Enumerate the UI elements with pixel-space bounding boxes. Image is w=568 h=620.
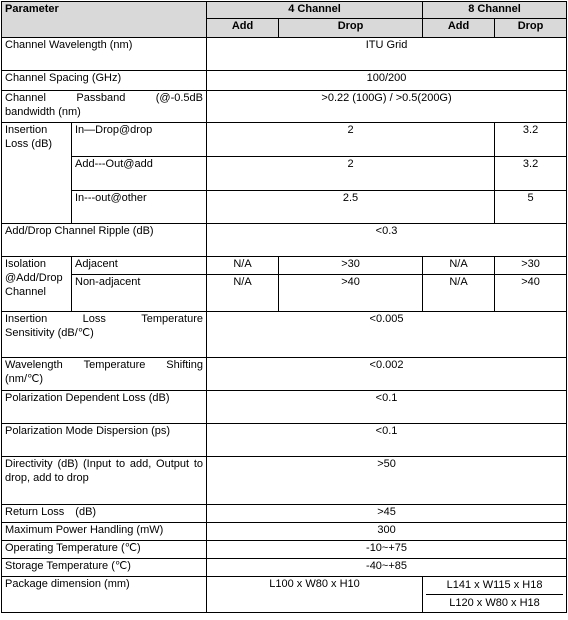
non-adjacent-4ch-add: N/A [207, 275, 279, 312]
add-out-label: Add---Out@add [72, 157, 207, 191]
table-row [2, 191, 567, 224]
channel-wavelength-value: ITU Grid [207, 38, 567, 71]
table-row [2, 541, 567, 559]
package-4ch: L100 x W80 x H10 [207, 577, 423, 613]
table-row [2, 38, 567, 71]
channel-wavelength-label: Channel Wavelength (nm) [2, 38, 207, 71]
isolation-label: Isolation @Add/Drop Channel [2, 257, 72, 312]
pdl-label: Polarization Dependent Loss (dB) [2, 391, 207, 424]
op-temp-label: Operating Temperature (℃) [2, 541, 207, 559]
passband-label: Channel Passband (@-0.5dB bandwidth (nm) [2, 91, 207, 123]
pmd-value: <0.1 [207, 424, 567, 457]
table-row [2, 157, 567, 191]
table-row [2, 257, 567, 275]
table-row [2, 424, 567, 457]
non-adjacent-8ch-drop: >40 [495, 275, 567, 312]
ripple-label: Add/Drop Channel Ripple (dB) [2, 224, 207, 257]
package-label: Package dimension (mm) [2, 577, 207, 613]
wl-temp-value: <0.002 [207, 358, 567, 391]
return-loss-label: Return Loss (dB) [2, 505, 207, 523]
ripple-value: <0.3 [207, 224, 567, 257]
package-8ch-a: L141 x W115 x H18 [446, 579, 543, 591]
pdl-value: <0.1 [207, 391, 567, 424]
table-row [2, 457, 567, 505]
header-8-channel: 8 Channel [423, 2, 567, 19]
adjacent-8ch-add: N/A [423, 257, 495, 275]
header-4ch-add: Add [207, 19, 279, 38]
pmd-label: Polarization Mode Dispersion (ps) [2, 424, 207, 457]
table-row [2, 523, 567, 541]
table-row [2, 123, 567, 157]
in-drop-8ch: 3.2 [495, 123, 567, 157]
add-out-4ch: 2 [207, 157, 495, 191]
adjacent-8ch-drop: >30 [495, 257, 567, 275]
power-value: 300 [207, 523, 567, 541]
package-8ch [423, 577, 567, 613]
adjacent-4ch-drop: >30 [279, 257, 423, 275]
adjacent-label: Adjacent [72, 257, 207, 275]
table-row [2, 391, 567, 424]
directivity-label: Directivity (dB) (Input to add, Output to drop, add to drop [2, 457, 207, 505]
header-4ch-drop: Drop [279, 19, 423, 38]
in-out-label: In---out@other [72, 191, 207, 224]
table-row [2, 71, 567, 91]
in-drop-4ch: 2 [207, 123, 495, 157]
in-drop-label: In—Drop@drop [72, 123, 207, 157]
in-out-4ch: 2.5 [207, 191, 495, 224]
header-parameter: Parameter [2, 2, 207, 38]
add-out-8ch: 3.2 [495, 157, 567, 191]
passband-value: >0.22 (100G) / >0.5(200G) [207, 91, 567, 123]
adjacent-4ch-add: N/A [207, 257, 279, 275]
channel-spacing-label: Channel Spacing (GHz) [2, 71, 207, 91]
il-temp-label: Insertion Loss Temperature Sensitivity (dB/℃) [2, 312, 207, 358]
channel-spacing-value: 100/200 [207, 71, 567, 91]
st-temp-label: Storage Temperature (℃) [2, 559, 207, 577]
table-row [2, 358, 567, 391]
table-row [2, 577, 567, 613]
directivity-value: >50 [207, 457, 567, 505]
st-temp-value: -40~+85 [207, 559, 567, 577]
table-row [2, 312, 567, 358]
non-adjacent-8ch-add: N/A [423, 275, 495, 312]
header-8ch-drop: Drop [495, 19, 567, 38]
table-row [2, 275, 567, 312]
table-row [2, 559, 567, 577]
op-temp-value: -10~+75 [207, 541, 567, 559]
non-adjacent-4ch-drop: >40 [279, 275, 423, 312]
return-loss-value: >45 [207, 505, 567, 523]
in-out-8ch: 5 [495, 191, 567, 224]
header-8ch-add: Add [423, 19, 495, 38]
il-temp-value: <0.005 [207, 312, 567, 358]
table-row [2, 505, 567, 523]
non-adjacent-label: Non-adjacent [72, 275, 207, 312]
wl-temp-label: Wavelength Temperature Shifting (nm/℃) [2, 358, 207, 391]
power-label: Maximum Power Handling (mW) [2, 523, 207, 541]
package-8ch-b: L120 x W80 x H18 [426, 594, 563, 612]
table-row [2, 224, 567, 257]
table-row [2, 91, 567, 123]
insertion-loss-label: Insertion Loss (dB) [2, 123, 72, 224]
header-4-channel: 4 Channel [207, 2, 423, 19]
spec-table [1, 1, 567, 613]
